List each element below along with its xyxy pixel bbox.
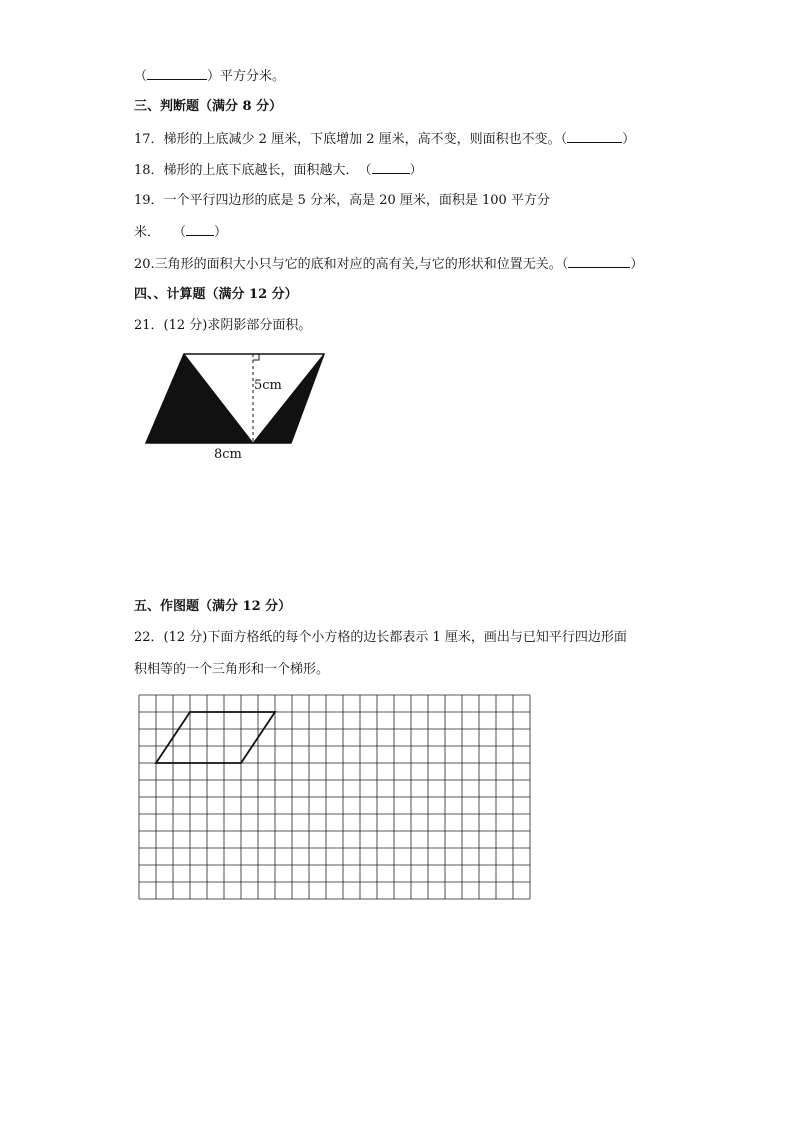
answer-blank[interactable] [186, 223, 214, 236]
base-label: 8cm [214, 447, 242, 462]
question-19: 19．一个平行四边形的底是 5 分米，高是 20 厘米，面积是 100 平方分 [134, 193, 550, 208]
question-21: 21．(12 分)求阴影部分面积。 [134, 318, 312, 333]
question-18: 18．梯形的上底下底越长，面积越大． （ ） [134, 163, 423, 178]
grid-paper[interactable] [136, 692, 536, 902]
question-22-continued: 积相等的一个三角形和一个梯形。 [134, 662, 330, 677]
question-17: 17．梯形的上底减少 2 厘米，下底增加 2 厘米，高不变，则面积也不变。（ ） [134, 132, 636, 147]
left-shaded-triangle [146, 354, 253, 443]
right-angle-mark [253, 354, 259, 360]
right-shaded-triangle [253, 354, 324, 443]
height-label: 5cm [254, 378, 282, 393]
section-heading-calculation: 四、、计算题（满分 12 分） [134, 287, 298, 302]
question-20: 20.三角形的面积大小只与它的底和对应的高有关,与它的形状和位置无关。（ ） [134, 257, 644, 272]
answer-blank[interactable] [147, 67, 207, 80]
answer-blank[interactable] [567, 130, 622, 143]
section-heading-judgement: 三、判断题（满分 8 分） [134, 99, 283, 114]
section-heading-drawing: 五、作图题（满分 12 分） [134, 599, 292, 614]
given-parallelogram [156, 712, 275, 763]
answer-blank[interactable] [372, 161, 410, 174]
question-19-continued: 米． （ ） [134, 225, 228, 240]
answer-line-top: （ ）平方分米。 [134, 69, 286, 84]
answer-blank[interactable] [568, 255, 630, 268]
shaded-area-figure [140, 348, 340, 463]
question-22: 22．(12 分)下面方格纸的每个小方格的边长都表示 1 厘米，画出与已知平行四边形面 [134, 630, 627, 645]
